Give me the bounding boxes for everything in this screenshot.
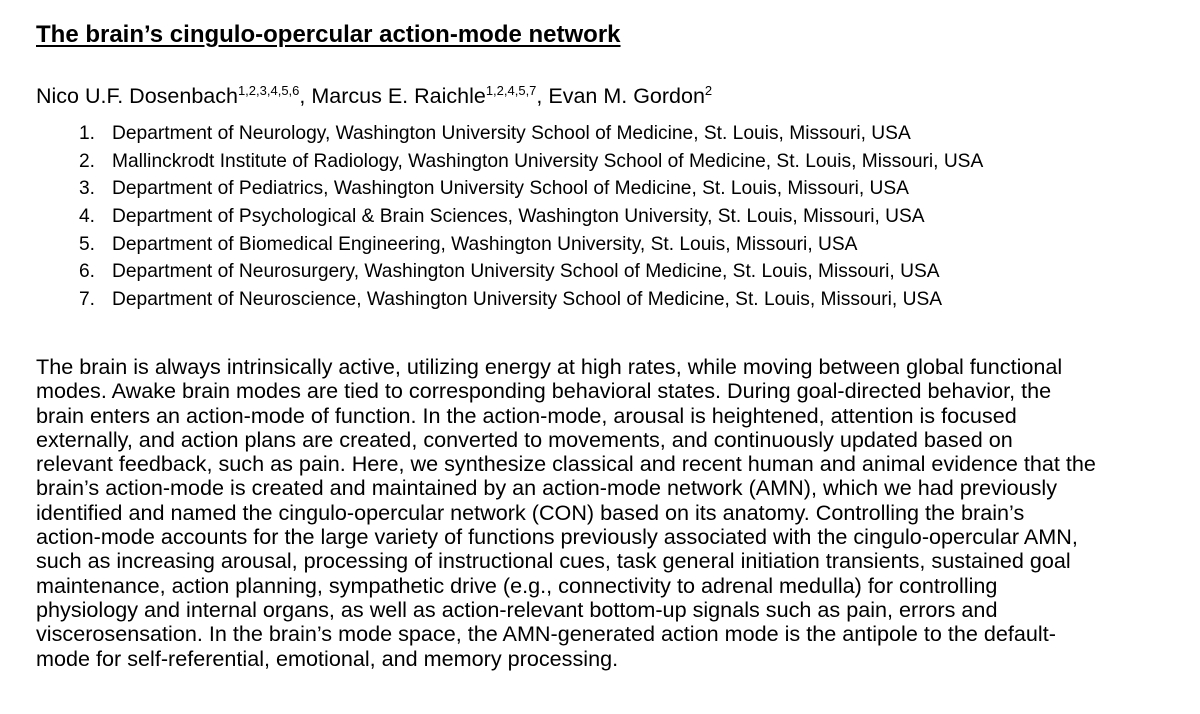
affiliation-item <box>79 233 983 261</box>
author-separator: , <box>536 84 549 108</box>
author <box>311 84 548 108</box>
abstract-line: brain enters an action-mode of function. In the action-mode, arousal is heightened, attention is focused <box>36 402 1017 428</box>
affiliation-list <box>79 122 983 316</box>
paper-title: The brain’s cingulo-opercular action-mode network <box>36 21 621 48</box>
abstract-line: identified and named the cingulo-opercular network (CON) based on its anatomy. Controlling the brain’s <box>36 499 1025 525</box>
affiliation-item <box>79 205 983 233</box>
abstract-line: physiology and internal organs, as well as action-relevant bottom-up signals such as pain, errors and <box>36 596 998 622</box>
affiliation-number: 6. <box>79 261 96 283</box>
affiliation-item <box>79 260 983 288</box>
affiliation-text: Department of Neurosurgery, Washington University School of Medicine, St. Louis, Missouri, USA <box>112 261 940 283</box>
abstract-line: viscerosensation. In the brain’s mode space, the AMN-generated action mode is the antipole to the default- <box>36 621 1056 647</box>
author-name: Marcus E. Raichle <box>311 84 486 108</box>
affiliation-item <box>79 150 983 178</box>
affiliation-number: 3. <box>79 178 96 200</box>
affiliation-item <box>79 122 983 150</box>
affiliation-text: Mallinckrodt Institute of Radiology, Washington University School of Medicine, St. Louis, Missouri, USA <box>112 150 984 172</box>
author-separator: , <box>299 84 312 108</box>
affiliation-text: Department of Psychological & Brain Sciences, Washington University, St. Louis, Missouri, USA <box>112 206 925 228</box>
affiliation-number: 5. <box>79 233 96 255</box>
author <box>548 84 712 108</box>
author-affiliation-numbers: 1,2,3,4,5,6 <box>237 83 300 98</box>
abstract-line: action-mode accounts for the large variety of functions previously associated with the cingulo-opercular AMN, <box>36 524 1078 550</box>
affiliation-text: Department of Neuroscience, Washington University School of Medicine, St. Louis, Missouri, USA <box>112 289 943 311</box>
abstract-line: mode for self-referential, emotional, and memory processing. <box>36 645 619 671</box>
abstract-line: maintenance, action planning, sympathetic drive (e.g., connectivity to adrenal medulla) for controlling <box>36 572 998 598</box>
affiliation-number: 2. <box>79 150 96 172</box>
author <box>36 84 311 108</box>
abstract-line: modes. Awake brain modes are tied to corresponding behavioral states. During goal-directed behavior, the <box>36 378 1052 404</box>
author-affiliation-numbers: 2 <box>704 83 713 98</box>
abstract-line: The brain is always intrinsically active, utilizing energy at high rates, while moving between global functional <box>36 354 1063 379</box>
affiliation-number: 1. <box>79 123 96 144</box>
author-name: Nico U.F. Dosenbach <box>36 84 238 108</box>
affiliation-item <box>79 288 983 316</box>
abstract-line: such as increasing arousal, processing of instructional cues, task general initiation transients, sustained goal <box>36 548 1071 574</box>
affiliation-item <box>79 177 983 205</box>
author-name: Evan M. Gordon <box>548 84 705 108</box>
abstract-paragraph <box>36 355 1176 671</box>
affiliation-number: 7. <box>79 289 96 311</box>
affiliation-text: Department of Pediatrics, Washington University School of Medicine, St. Louis, Missouri, USA <box>112 178 909 200</box>
author-list <box>36 84 712 109</box>
affiliation-text: Department of Biomedical Engineering, Washington University, St. Louis, Missouri, USA <box>112 233 858 255</box>
abstract-line: relevant feedback, such as pain. Here, we synthesize classical and recent human and animal evidence that the <box>36 451 1096 477</box>
affiliation-text: Department of Neurology, Washington University School of Medicine, St. Louis, Missouri, USA <box>112 123 911 144</box>
abstract-line: brain’s action-mode is created and maintained by an action-mode network (AMN), which we had previously <box>36 475 1058 501</box>
abstract-line: externally, and action plans are created, converted to movements, and continuously updated based on <box>36 426 1013 452</box>
affiliation-number: 4. <box>79 206 96 228</box>
author-affiliation-numbers: 1,2,4,5,7 <box>485 83 537 98</box>
